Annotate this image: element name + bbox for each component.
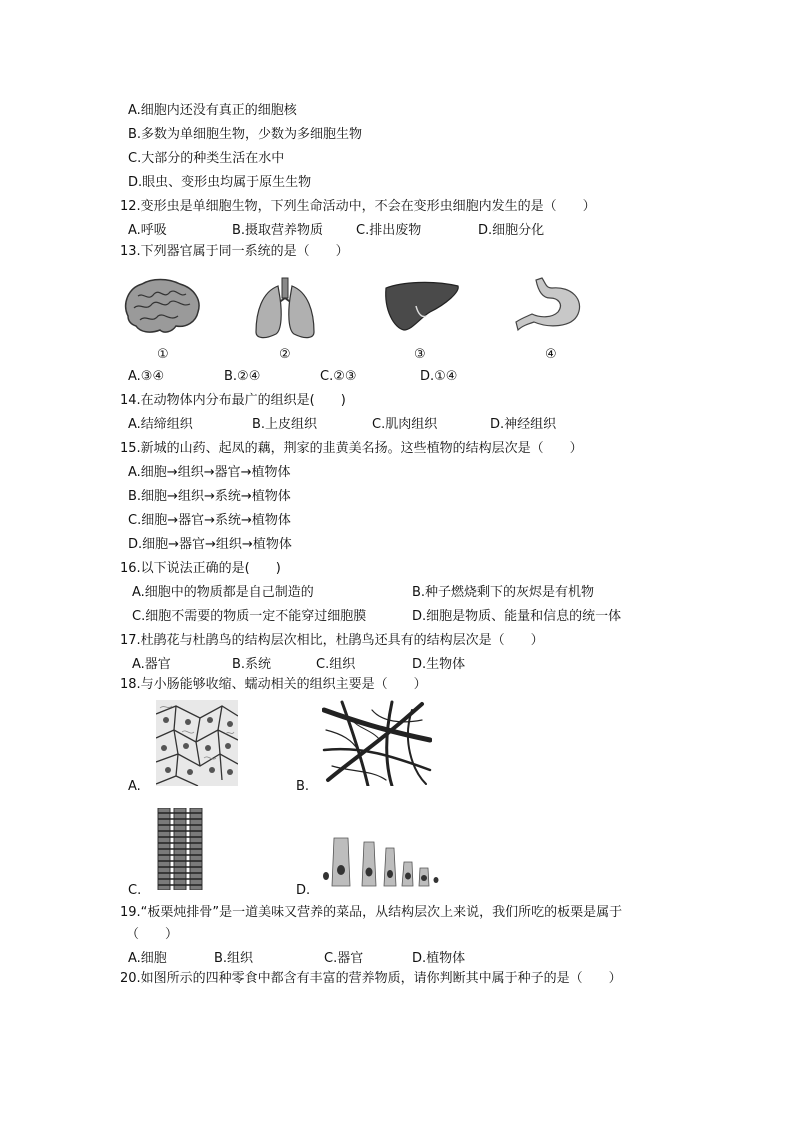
q13-option-a: A.③④ [128,369,165,384]
q14-option-d: D.神经组织 [490,417,557,432]
q16-option-b: B.种子燃烧剩下的灰烬是有机物 [412,585,595,600]
brain-figure [120,276,204,338]
q19-stem-cont: （ ） [126,927,179,942]
tissue-image-c [156,808,206,890]
q15-option-b: B.细胞→组织→系统→植物体 [128,489,291,504]
q12-option-a: A.呼吸 [128,223,167,238]
stomach-figure [512,274,586,334]
q19-option-c: C.器官 [324,951,364,966]
q19-option-a: A.细胞 [128,951,167,966]
figure-label-4: ④ [545,347,557,362]
q17-stem: 17.杜鹃花与杜鹃鸟的结构层次相比，杜鹃鸟还具有的结构层次是（ ） [120,633,544,648]
q11-option-c: C.大部分的种类生活在水中 [128,151,285,166]
figure-label-3: ③ [414,347,426,362]
q17-option-c: C.组织 [316,657,356,672]
tissue-image-a [156,700,238,786]
q15-option-d: D.细胞→器官→组织→植物体 [128,537,292,552]
q19-option-d: D.植物体 [412,951,466,966]
q18-option-c-letter: C. [128,883,142,898]
liver-figure [382,278,462,334]
q19-stem: 19.“板栗炖排骨”是一道美味又营养的菜品，从结构层次上来说，我们所吃的板栗是属于 [120,905,623,920]
lungs-figure [252,276,318,342]
q11-option-d: D.眼虫、变形虫均属于原生生物 [128,175,312,190]
tissue-image-b [322,700,432,786]
q13-option-c: C.②③ [320,369,357,384]
q12-option-d: D.细胞分化 [478,223,545,238]
q13-stem: 13.下列器官属于同一系统的是（ ） [120,244,349,259]
q15-option-c: C.细胞→器官→系统→植物体 [128,513,291,528]
q12-stem: 12.变形虫是单细胞生物，下列生命活动中，不会在变形虫细胞内发生的是（ ） [120,199,596,214]
q19-option-b: B.组织 [214,951,254,966]
q20-stem: 20.如图所示的四种零食中都含有丰富的营养物质，请你判断其中属于种子的是（ ） [120,971,622,986]
q15-option-a: A.细胞→组织→器官→植物体 [128,465,291,480]
q18-option-b-letter: B. [296,779,310,794]
q14-stem: 14.在动物体内分布最广的组织是( ) [120,393,346,408]
q18-option-a-letter: A. [128,779,141,794]
q14-option-b: B.上皮组织 [252,417,318,432]
q12-option-c: C.排出废物 [356,223,422,238]
q17-option-d: D.生物体 [412,657,466,672]
figure-label-1: ① [157,347,169,362]
q16-option-d: D.细胞是物质、能量和信息的统一体 [412,609,622,624]
q12-option-b: B.摄取营养物质 [232,223,324,238]
q18-option-d-letter: D. [296,883,311,898]
q11-option-a: A.细胞内还没有真正的细胞核 [128,103,297,118]
q11-option-b: B.多数为单细胞生物，少数为多细胞生物 [128,127,363,142]
q18-stem: 18.与小肠能够收缩、蠕动相关的组织主要是（ ） [120,677,427,692]
q13-option-d: D.①④ [420,369,458,384]
q14-option-a: A.结缔组织 [128,417,193,432]
figure-label-2: ② [279,347,291,362]
q16-option-a: A.细胞中的物质都是自己制造的 [132,585,314,600]
q17-option-a: A.器官 [132,657,171,672]
q16-stem: 16.以下说法正确的是( ) [120,561,281,576]
tissue-image-d [320,832,440,890]
q14-option-c: C.肌肉组织 [372,417,438,432]
q16-option-c: C.细胞不需要的物质一定不能穿过细胞膜 [132,609,367,624]
q15-stem: 15.新城的山药、起凤的藕，荆家的韭黄美名扬。这些植物的结构层次是（ ） [120,441,583,456]
q13-option-b: B.②④ [224,369,261,384]
q17-option-b: B.系统 [232,657,272,672]
